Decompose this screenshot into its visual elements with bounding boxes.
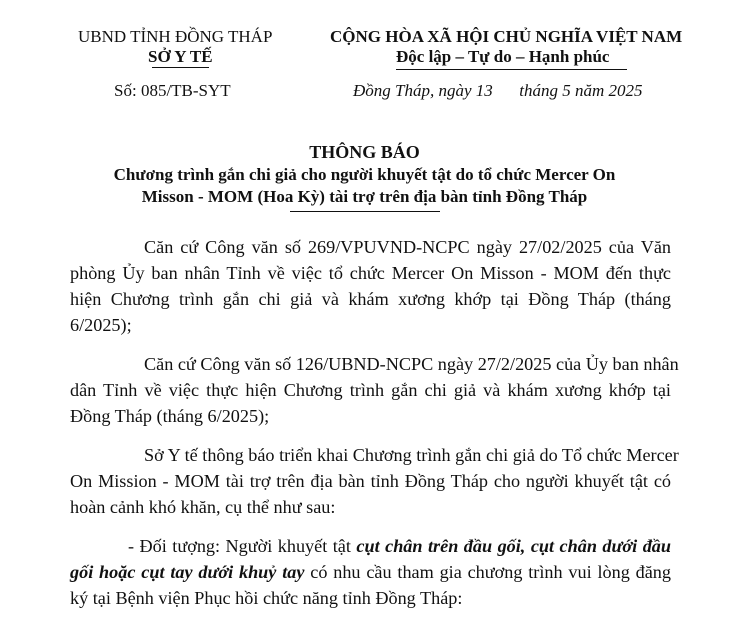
paragraph-2-line-2: dân Tỉnh về việc thực hiện Chương trình gắn chi giả và khám xương khớp tại	[70, 380, 671, 400]
paragraph-2-line-1: Căn cứ Công văn số 126/UBND-NCPC ngày 27/2/2025 của Ủy ban nhân	[144, 354, 679, 374]
title-underline	[290, 211, 440, 212]
paragraph-3-line-3: hoàn cảnh khó khăn, cụ thể như sau:	[70, 497, 336, 517]
number-value: 085	[140, 81, 167, 100]
target-label: - Đối tượng: Người khuyết tật	[128, 536, 357, 556]
paragraph-1-line-4: 6/2025);	[70, 315, 132, 335]
paragraph-1-line-2: phòng Ủy ban nhân Tỉnh về việc tổ chức Mercer On Misson - MOM đến thực	[70, 263, 671, 283]
target-emphasis-1: cụt chân trên đầu gối, cụt chân dưới đầu	[356, 536, 671, 556]
paragraph-2-line-3: Đồng Tháp (tháng 6/2025);	[70, 406, 270, 426]
number-prefix: Số:	[114, 81, 137, 100]
paragraph-4-line-2	[70, 562, 671, 583]
issuing-agency: UBND TỈNH ĐỒNG THÁP	[78, 27, 273, 46]
place-and-date	[353, 81, 643, 101]
notice-subtitle-line-2: Misson - MOM (Hoa Kỳ) tài trợ trên địa bàn tỉnh Đồng Tháp	[141, 187, 588, 206]
notice-subtitle-line-1: Chương trình gắn chi giả cho người khuyết tật do tổ chức Mercer On	[113, 165, 616, 184]
nation-title: CỘNG HÒA XÃ HỘI CHỦ NGHĨA VIỆT NAM	[330, 27, 683, 46]
target-continuation: có nhu cầu tham gia chương trình vui lòng đăng	[304, 562, 671, 582]
paragraph-1-line-3: hiện Chương trình gắn chi giả và khám xương khớp tại Đồng Tháp (tháng	[70, 289, 671, 309]
paragraph-3-line-2: On Mission - MOM tài trợ trên địa bàn tỉnh Đồng Tháp cho người khuyết tật có	[70, 471, 671, 491]
motto-underline	[396, 69, 627, 70]
place-date-part-a: Đồng Tháp, ngày 13	[353, 81, 493, 100]
paragraph-4-line-3: ký tại Bệnh viện Phục hồi chức năng tỉnh Đồng Tháp:	[70, 588, 463, 608]
notice-title: THÔNG BÁO	[309, 142, 420, 162]
document-number	[114, 81, 231, 101]
issuing-department: SỞ Y TẾ	[148, 47, 213, 66]
paragraph-3-line-1: Sở Y tế thông báo triển khai Chương trình gắn chi giả do Tổ chức Mercer	[144, 445, 679, 465]
paragraph-4-line-1	[128, 536, 671, 557]
nation-motto: Độc lập – Tự do – Hạnh phúc	[396, 47, 610, 66]
paragraph-1-line-1: Căn cứ Công văn số 269/VPUVND-NCPC ngày 27/02/2025 của Văn	[144, 237, 671, 257]
number-suffix: /TB-SYT	[166, 81, 231, 100]
department-underline	[152, 67, 209, 68]
target-emphasis-2: gối hoặc cụt tay dưới khuỷ tay	[70, 562, 305, 582]
place-date-part-b: tháng 5 năm 2025	[519, 81, 643, 100]
